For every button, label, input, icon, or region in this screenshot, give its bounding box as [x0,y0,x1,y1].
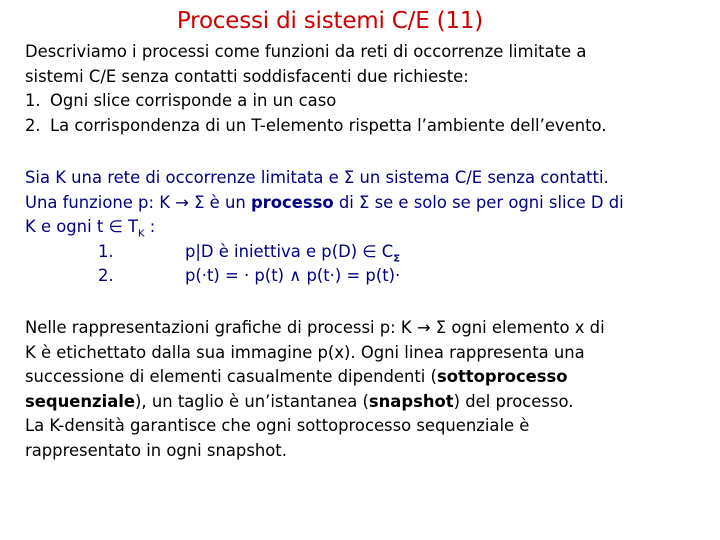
definition-text: : [144,217,156,236]
graphics-line-3 [25,365,605,390]
condition-number: 2. [98,266,114,285]
graphics-line-2: K è etichettato dalla sua immagine p(x). Ogni linea rappresenta una [25,342,585,362]
intro-paragraph [25,40,606,138]
graphics-line-4 [25,390,605,415]
graphics-line-6: rappresentato in ogni snapshot. [25,440,287,460]
slide-title: Processi di sistemi C/E (11) [176,8,484,34]
item-number: 1. [25,91,41,110]
item-number: 2. [25,115,41,135]
graphics-text: successione di elementi casualmente dipendenti ( [25,367,437,386]
condition-2 [25,264,624,289]
definition-line-2 [25,191,624,216]
condition-number: 1. [98,241,114,261]
definition-paragraph [25,166,624,289]
graphics-text: ), un taglio è un’istantanea ( [135,391,369,411]
definition-line-3 [25,215,624,240]
graphics-line-1: Nelle rappresentazioni grafiche di processi p: K → Σ ogni elemento x di [25,318,605,337]
subscript: Σ [393,252,401,264]
definition-text: K e ogni t ∈ T [25,217,138,236]
intro-line-2: sistemi C/E senza contatti soddisfacenti due richieste: [25,66,469,86]
item-text: Ogni slice corrisponde a in un caso [50,91,337,110]
graphics-paragraph [25,316,605,463]
term-sequenziale: sequenziale [25,391,136,411]
term-sottoprocesso: sottoprocesso [436,367,568,386]
definition-line-1: Sia K una rete di occorrenze limitata e Σ un sistema C/E senza contatti. [25,168,609,187]
definition-text: Una funzione p: K → Σ è un [25,192,251,212]
intro-item-1 [25,89,606,114]
item-text: La corrispondenza di un T-elemento rispetta l’ambiente dell’evento. [50,115,607,135]
intro-line-1: Descriviamo i processi come funzioni da reti di occorrenze limitate a [25,42,587,61]
graphics-line-5: La K-densità garantisce che ogni sottoprocesso sequenziale è [25,416,530,435]
condition-formula: p(·t) = · p(t) ∧ p(t·) = p(t)· [185,266,401,285]
subscript: K [137,228,145,240]
condition-1 [25,240,624,265]
term-snapshot: snapshot [368,391,454,411]
condition-text [185,264,400,289]
definition-text: di Σ se e solo se per ogni slice D di [333,192,624,212]
term-processo: processo [250,192,334,212]
intro-item-2 [25,114,606,139]
graphics-text: ) del processo. [453,391,574,411]
condition-formula: p|D è iniettiva e p(D) ∈ C [185,241,394,261]
